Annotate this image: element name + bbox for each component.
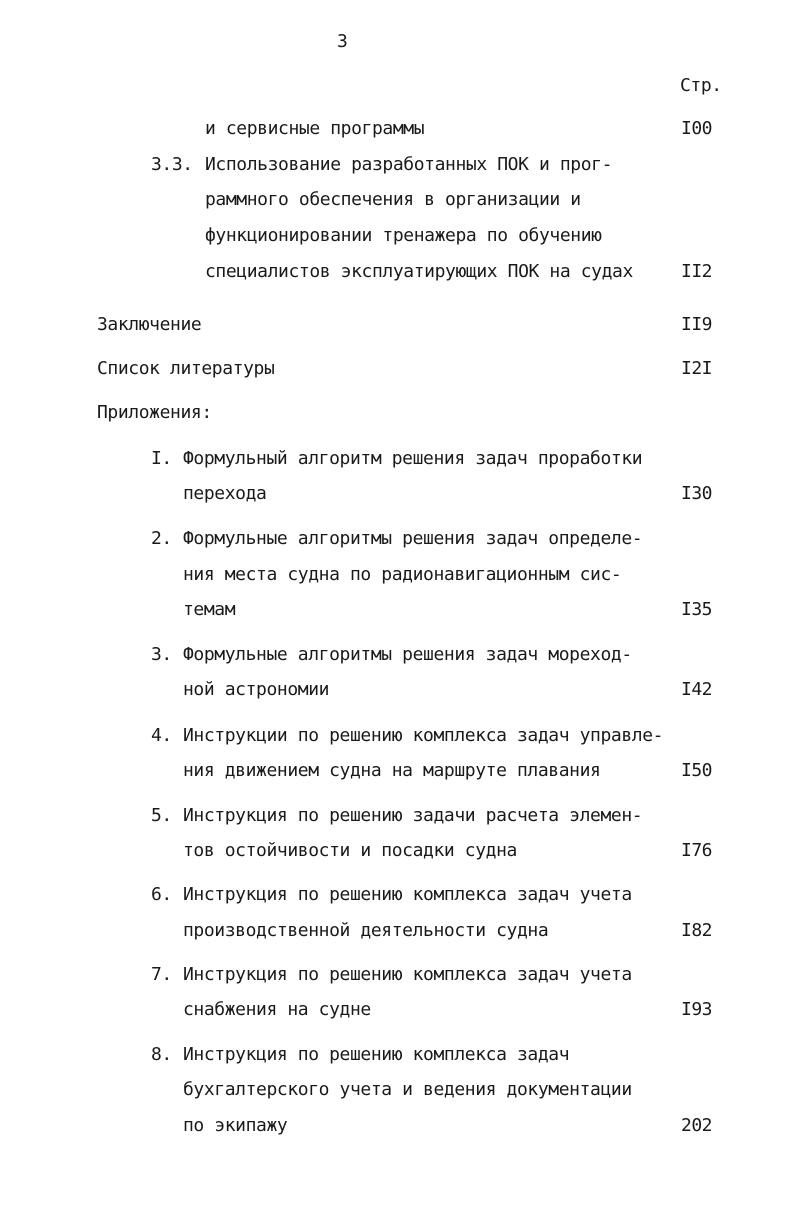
toc-entry-1-line-2: функционировании тренажера по обучению: [205, 225, 602, 246]
toc-entry-6-line-1: ния места судна по радионавигационным сис-: [183, 564, 622, 585]
toc-entry-7-prefix: 3.: [151, 644, 172, 665]
toc-entry-1-line-3: специалистов эксплуатирующих ПОК на судах: [205, 261, 633, 282]
toc-entry-11-line-0: Инструкция по решению комплекса задач учета: [183, 964, 632, 985]
toc-entry-5-page: I30: [681, 483, 713, 504]
toc-entry-11-page: I93: [681, 999, 713, 1020]
toc-entry-6-prefix: 2.: [151, 528, 172, 549]
toc-entry-9-prefix: 5.: [151, 805, 172, 826]
toc-entry-1-line-1: раммного обеспечения в организации и: [205, 189, 581, 210]
toc-entry-2-line-0: Заключение: [97, 314, 202, 335]
toc-entry-7-page: I42: [681, 679, 713, 700]
toc-entry-7-line-1: ной астрономии: [183, 679, 330, 700]
toc-entry-7-line-0: Формульные алгоритмы решения задач мореход-: [183, 644, 632, 665]
toc-entry-3-page: I2I: [681, 358, 713, 379]
toc-entry-1-prefix: 3.3.: [151, 154, 193, 175]
toc-entry-9-line-1: тов остойчивости и посадки судна: [183, 840, 517, 861]
toc-entry-6-page: I35: [681, 599, 713, 620]
toc-entry-5-prefix: I.: [151, 448, 172, 469]
toc-entry-12-prefix: 8.: [151, 1044, 172, 1065]
toc-entry-12-page: 202: [681, 1115, 713, 1136]
toc-entry-8-prefix: 4.: [151, 725, 172, 746]
toc-entry-8-page: I50: [681, 760, 713, 781]
toc-entry-3-line-0: Список литературы: [97, 358, 275, 379]
toc-entry-0-line-0: и сервисные программы: [205, 118, 425, 139]
toc-entry-5-line-1: перехода: [183, 483, 267, 504]
toc-entry-0-page: I00: [681, 118, 713, 139]
toc-entry-10-prefix: 6.: [151, 884, 172, 905]
toc-entry-8-line-1: ния движением судна на маршруте плавания: [183, 760, 601, 781]
toc-entry-11-line-1: снабжения на судне: [183, 999, 371, 1020]
toc-entry-6-line-2: темам: [183, 599, 236, 620]
toc-entry-8-line-0: Инструкции по решению комплекса задач управле-: [183, 725, 664, 746]
toc-entry-1-line-0: Использование разработанных ПОК и прог-: [205, 154, 613, 175]
toc-entry-5-line-0: Формульный алгоритм решения задач проработки: [183, 448, 643, 469]
toc-entry-10-line-1: производственной деятельности судна: [183, 920, 549, 941]
toc-entry-6-line-0: Формульные алгоритмы решения задач определе-: [183, 528, 643, 549]
page-column-header: Стр.: [680, 75, 722, 96]
toc-entry-4-line-0: Приложения:: [97, 402, 212, 423]
toc-entry-10-page: I82: [681, 920, 713, 941]
toc-entry-12-line-2: по экипажу: [183, 1115, 288, 1136]
toc-entry-9-line-0: Инструкция по решению задачи расчета элемен-: [183, 805, 643, 826]
page-number: 3: [337, 31, 348, 52]
toc-entry-9-page: I76: [681, 840, 713, 861]
toc-entry-11-prefix: 7.: [151, 964, 172, 985]
toc-entry-12-line-1: бухгалтерского учета и ведения документации: [183, 1079, 632, 1100]
toc-entry-2-page: II9: [681, 314, 713, 335]
toc-entry-12-line-0: Инструкция по решению комплекса задач: [183, 1044, 570, 1065]
toc-entry-10-line-0: Инструкция по решению комплекса задач учета: [183, 884, 632, 905]
toc-entry-1-page: II2: [681, 261, 713, 282]
